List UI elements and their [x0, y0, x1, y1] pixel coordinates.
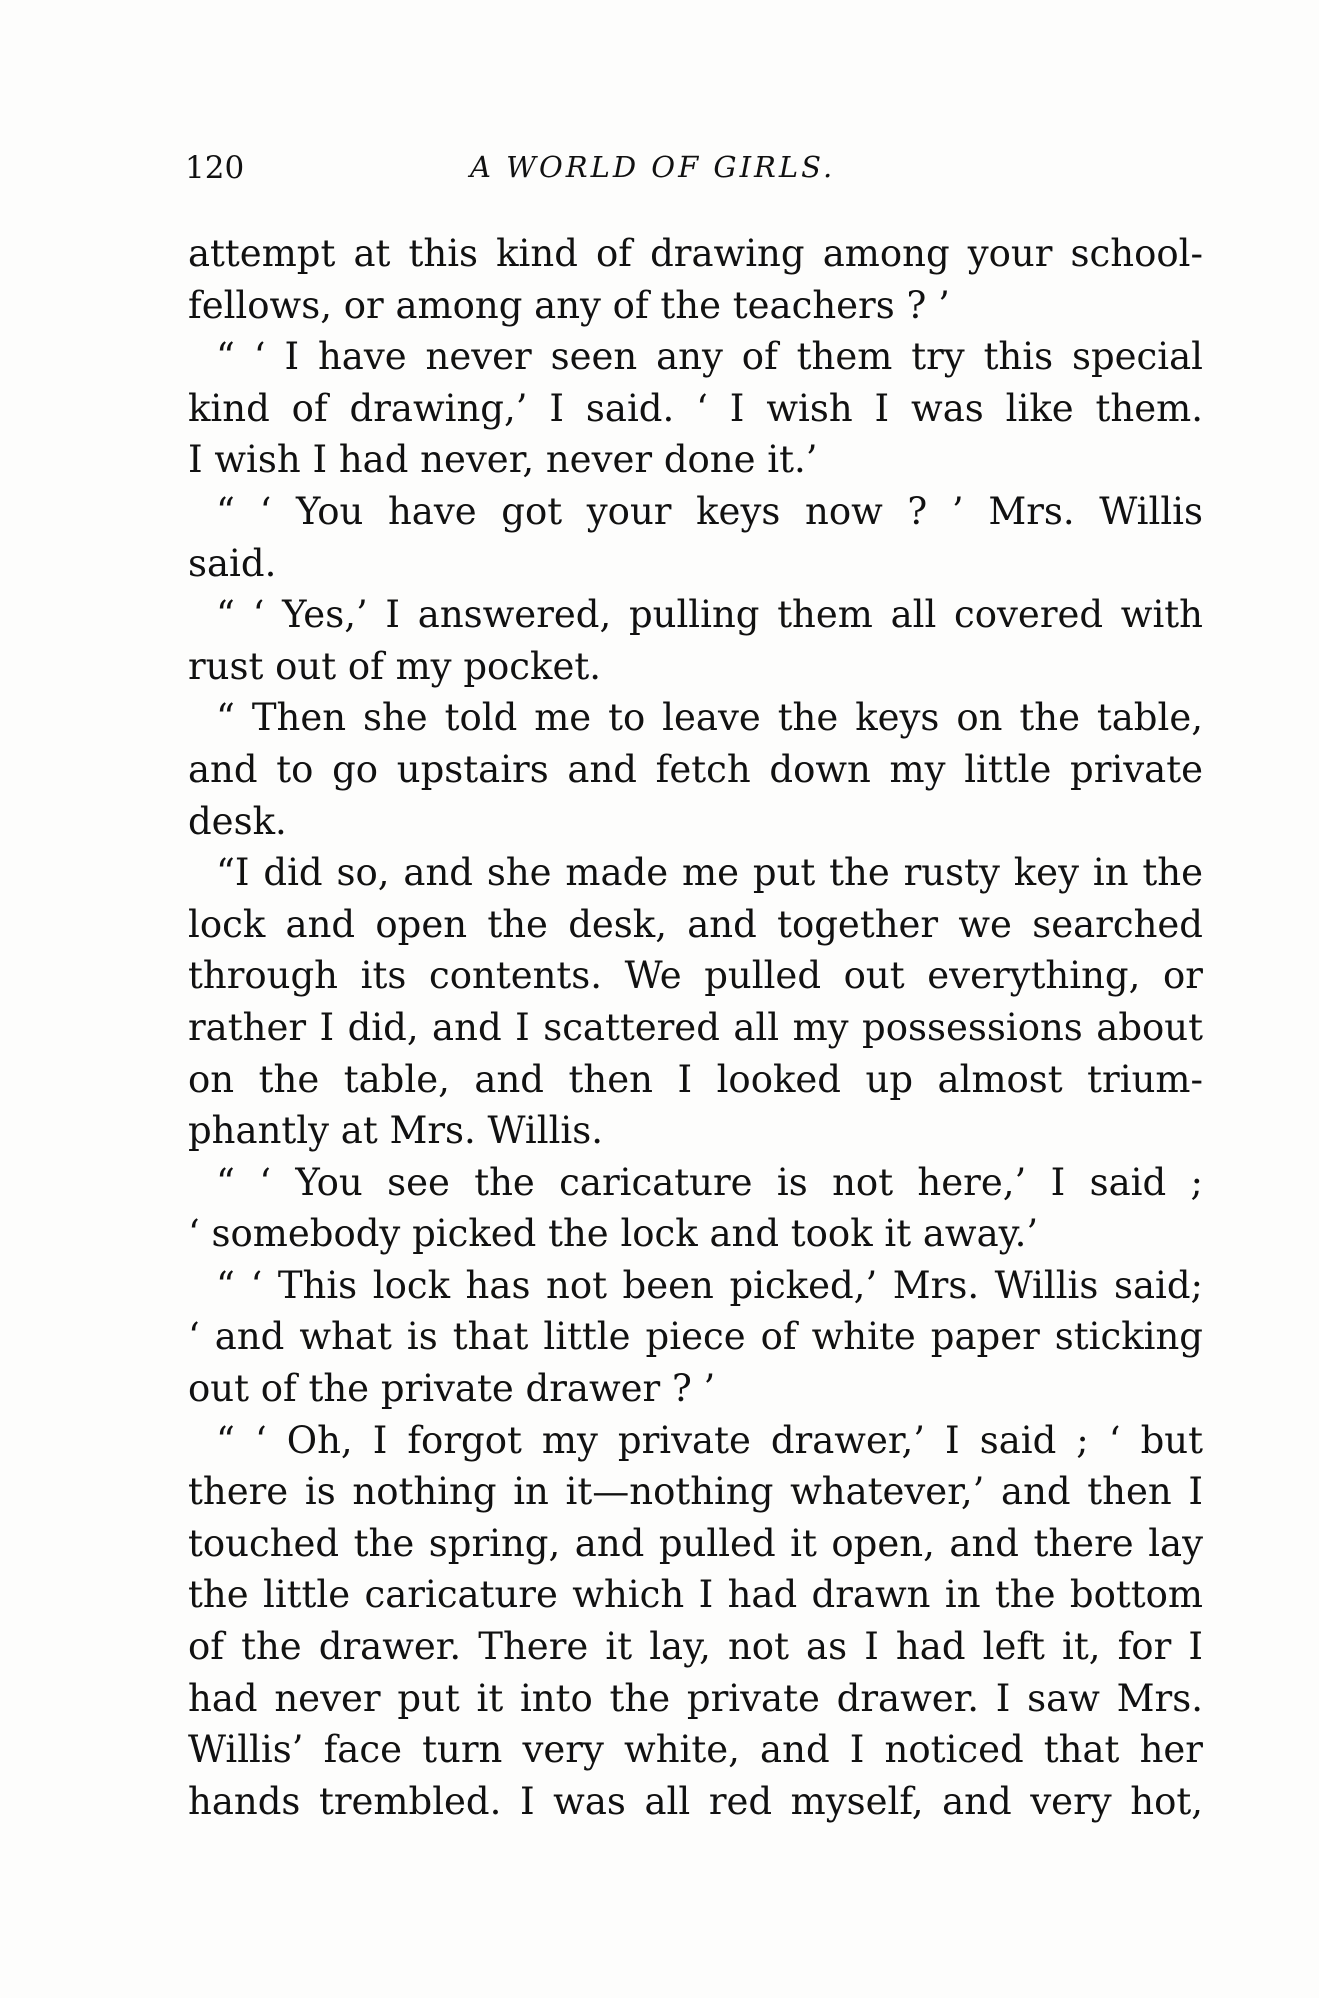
- text-line: “ ‘ I have never seen any of them try this special: [216, 335, 1203, 379]
- page-header: [185, 150, 1205, 190]
- text-line: ‘ and what is that little piece of white paper sticking: [188, 1315, 1203, 1359]
- text-line: desk.: [188, 799, 287, 843]
- text-line: I wish I had never, never done it.’: [188, 438, 818, 482]
- text-line: lock and open the desk, and together we searched: [188, 902, 1203, 946]
- text-line: on the table, and then I looked up almost trium-: [188, 1057, 1203, 1101]
- page-number: 120: [185, 150, 245, 186]
- text-line: “I did so, and she made me put the rusty key in the: [216, 851, 1203, 895]
- text-line: fellows, or among any of the teachers ? ’: [188, 283, 950, 327]
- body-text: [188, 228, 1203, 1827]
- running-title: A WORLD OF GIRLS.: [470, 150, 836, 184]
- text-line: “ ‘ Oh, I forgot my private drawer,’ I said ; ‘ but: [216, 1418, 1203, 1462]
- text-line: “ ‘ This lock has not been picked,’ Mrs. Willis said;: [216, 1263, 1203, 1307]
- text-line: said.: [188, 541, 277, 585]
- text-line: “ ‘ You see the caricature is not here,’ I said ;: [216, 1160, 1203, 1204]
- text-line: kind of drawing,’ I said. ‘ I wish I was like them.: [188, 386, 1203, 430]
- text-line: hands trembled. I was all red myself, and very hot,: [188, 1779, 1203, 1823]
- text-line: ‘ somebody picked the lock and took it away.’: [188, 1212, 1039, 1256]
- text-line: rather I did, and I scattered all my possessions about: [188, 1005, 1203, 1049]
- text-line: the little caricature which I had drawn in the bottom: [188, 1573, 1203, 1617]
- text-line: “ ‘ You have got your keys now ? ’ Mrs. Willis: [216, 489, 1203, 533]
- text-line: attempt at this kind of drawing among your school-: [188, 232, 1203, 275]
- text-line: through its contents. We pulled out everything, or: [188, 954, 1203, 998]
- text-line: out of the private drawer ? ’: [188, 1367, 716, 1411]
- text-line: had never put it into the private drawer. I saw Mrs.: [188, 1676, 1203, 1720]
- text-line: “ ‘ Yes,’ I answered, pulling them all covered with: [216, 593, 1203, 637]
- text-line: phantly at Mrs. Willis.: [188, 1109, 604, 1153]
- text-line: Willis’ face turn very white, and I noticed that her: [188, 1728, 1203, 1772]
- text-line: rust out of my pocket.: [188, 644, 601, 688]
- text-line: and to go upstairs and fetch down my little private: [188, 747, 1203, 791]
- text-line: “ Then she told me to leave the keys on the table,: [216, 696, 1203, 740]
- text-line: of the drawer. There it lay, not as I had left it, for I: [188, 1625, 1203, 1669]
- text-line: touched the spring, and pulled it open, and there lay: [188, 1521, 1203, 1565]
- text-line: there is nothing in it—nothing whatever,’ and then I: [188, 1470, 1203, 1514]
